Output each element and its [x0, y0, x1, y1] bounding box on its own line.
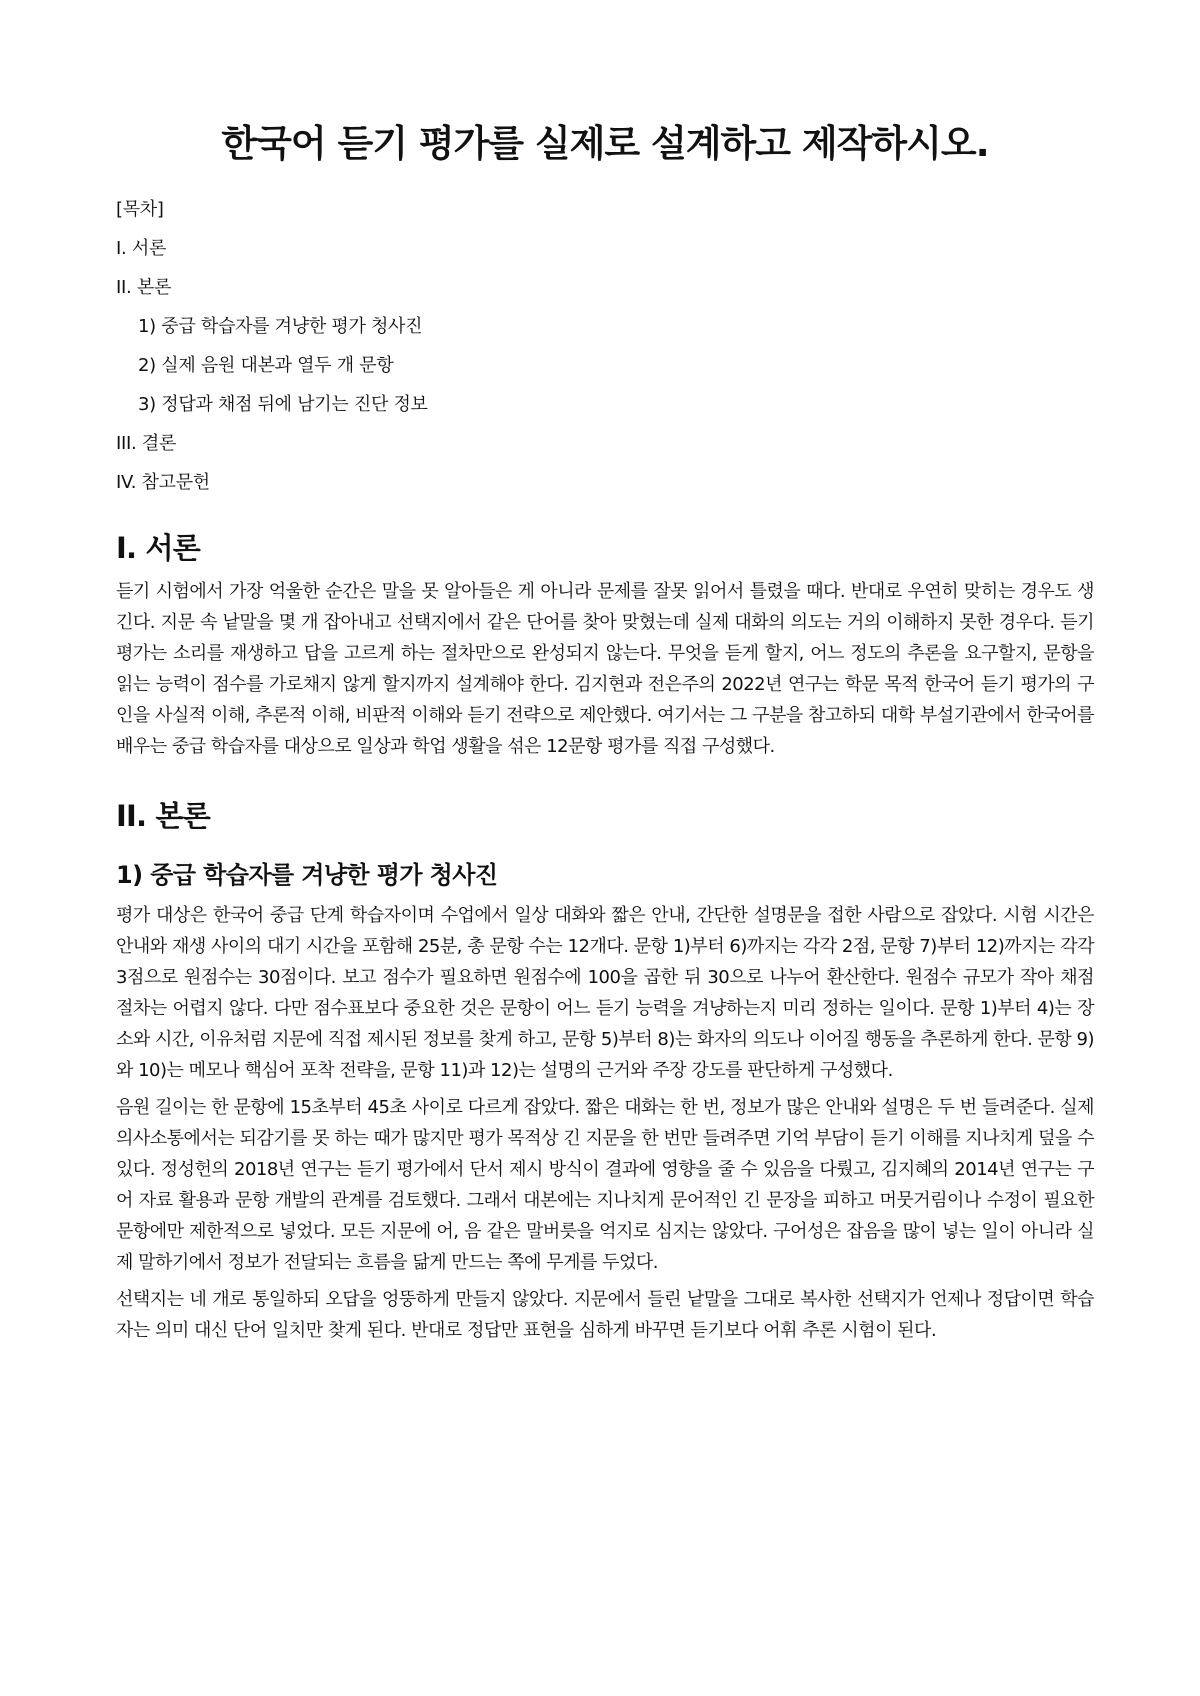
document-title: 한국어 듣기 평가를 실제로 설계하고 제작하시오. — [221, 122, 989, 165]
section-heading-body: II. 본론 — [116, 799, 210, 833]
intro-paragraph: 듣기 시험에서 가장 억울한 순간은 말을 못 알아들은 게 아니라 문제를 잘못 읽어서 틀렸을 때다. 반대로 우연히 맞히는 경우도 생긴다. 지문 속 낱말을 몇 개 잡아내고 선택지에서 같은 단어를 찾아 맞혔는데 실제 대화의 의도는 거의 이해하지 못한 경우다. 듣기 평가는 소리를 재생하고 답을 고르게 하는 절차만으로 완성되지 않는다. 무엇을 듣게 할지, 어느 정도의 추론을 요구할지, 문항을 읽는 능력이 점수를 가로채지 않게 할지까지 설계해야 한다. 김지현과 전은주의 2022년 연구는 학문 목적 한국어 듣기 평가의 구인을 사실적 이해, 추론적 이해, 비판적 이해와 듣기 전략으로 제안했다. 여기서는 그 구분을 참고하되 대학 부설기관에서 한국어를 배우는 중급 학습자를 대상으로 일상과 학업 생활을 섞은 12문항 평가를 직접 구성했다. — [116, 581, 1094, 757]
toc-item-references: IV. 참고문헌 — [116, 472, 210, 493]
body-paragraph: 평가 대상은 한국어 중급 단계 학습자이며 수업에서 일상 대화와 짧은 안내, 간단한 설명문을 접한 사람으로 잡았다. 시험 시간은 안내와 재생 사이의 대기 시간을 포함해 25분, 총 문항 수는 12개다. 문항 1)부터 6)까지는 각각 2점, 문항 7)부터 12)까지는 각각 3점으로 원점수는 30점이다. 보고 점수가 필요하면 원점수에 100을 곱한 뒤 30으로 나누어 환산한다. 원점수 규모가 작아 채점 절차는 어렵지 않다. 다만 점수표보다 중요한 것은 문항이 어느 듣기 능력을 겨냥하는지 미리 정하는 일이다. 문항 1)부터 4)는 장소와 시간, 이유처럼 지문에 직접 제시된 정보를 찾게 하고, 문항 5)부터 8)는 화자의 의도나 이어질 행동을 추론하게 한다. 문항 9)와 10)는 메모나 핵심어 포착 전략을, 문항 11)과 12)는 설명의 근거와 주장 강도를 판단하게 구성했다. — [116, 905, 1094, 1081]
section-spacer — [116, 768, 1094, 786]
table-of-contents — [116, 190, 1094, 502]
subsection-heading-blueprint: 1) 중급 학습자를 겨냥한 평가 청사진 — [116, 861, 498, 889]
body-paragraph: 선택지는 네 개로 통일하되 오답을 엉뚱하게 만들지 않았다. 지문에서 들린 낱말을 그대로 복사한 선택지가 언제나 정답이면 학습자는 의미 대신 단어 일치만 찾게 된다. 반대로 정답만 표현을 심하게 바꾸면 듣기보다 어휘 추론 시험이 된다. — [116, 1289, 1094, 1341]
toc-item-conclusion: III. 결론 — [116, 433, 177, 454]
toc-item-body-2: 2) 실제 음원 대본과 열두 개 문항 — [138, 355, 394, 376]
toc-item-body: II. 본론 — [116, 277, 172, 298]
toc-item-body-3: 3) 정답과 채점 뒤에 남기는 진단 정보 — [138, 394, 428, 415]
body-paragraph: 음원 길이는 한 문항에 15초부터 45초 사이로 다르게 잡았다. 짧은 대화는 한 번, 정보가 많은 안내와 설명은 두 번 들려준다. 실제 의사소통에서는 되감기를 못 하는 때가 많지만 평가 목적상 긴 지문을 한 번만 들려주면 기억 부담이 듣기 이해를 지나치게 덮을 수 있다. 정성헌의 2018년 연구는 듣기 평가에서 단서 제시 방식이 결과에 영향을 줄 수 있음을 다뤘고, 김지혜의 2014년 연구는 구어 자료 활용과 문항 개발의 관계를 검토했다. 그래서 대본에는 지나치게 문어적인 긴 문장을 피하고 머뭇거림이나 수정이 필요한 문항에만 제한적으로 넣었다. 모든 지문에 어, 음 같은 말버릇을 억지로 심지는 않았다. 구어성은 잡음을 많이 넣는 일이 아니라 실제 말하기에서 정보가 전달되는 흐름을 닮게 만드는 쪽에 무게를 두었다. — [116, 1097, 1094, 1273]
toc-item-body-1: 1) 중급 학습자를 겨냥한 평가 청사진 — [138, 316, 423, 337]
section-heading-intro: I. 서론 — [116, 531, 200, 565]
toc-heading: [목차] — [116, 199, 164, 220]
toc-item-intro: I. 서론 — [116, 238, 167, 259]
